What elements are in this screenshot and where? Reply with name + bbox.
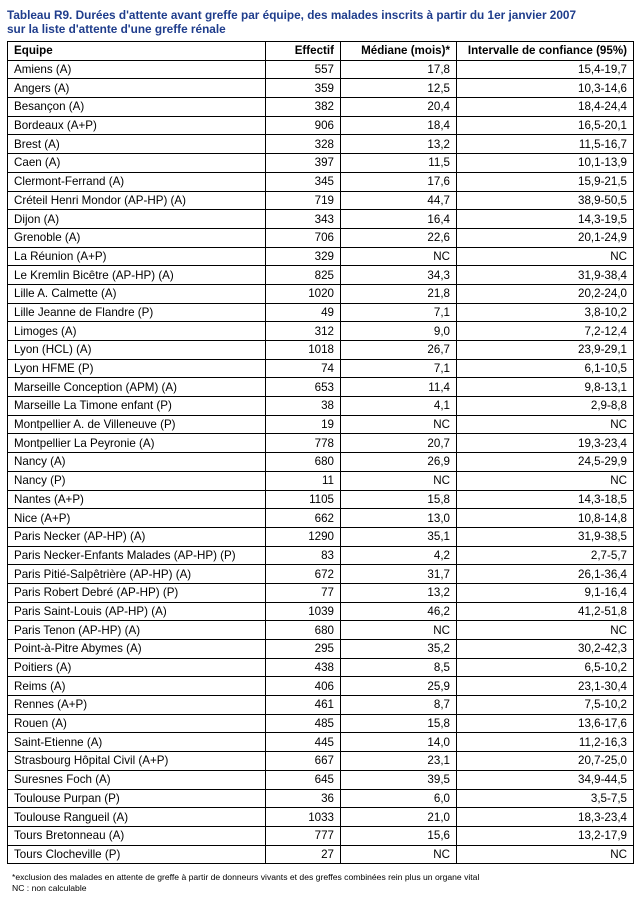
cell-mediane: NC <box>341 845 457 864</box>
cell-equipe: Montpellier La Peyronie (A) <box>8 434 266 453</box>
table-row <box>8 677 634 696</box>
cell-mediane: 31,7 <box>341 565 457 584</box>
table-row <box>8 154 634 173</box>
cell-mediane: 15,8 <box>341 490 457 509</box>
cell-equipe: Grenoble (A) <box>8 228 266 247</box>
cell-mediane: 18,4 <box>341 116 457 135</box>
cell-effectif: 906 <box>266 116 341 135</box>
cell-mediane: NC <box>341 247 457 266</box>
cell-equipe: Strasbourg Hôpital Civil (A+P) <box>8 752 266 771</box>
cell-mediane: 20,7 <box>341 434 457 453</box>
cell-effectif: 359 <box>266 79 341 98</box>
cell-equipe: Paris Pitié-Salpêtrière (AP-HP) (A) <box>8 565 266 584</box>
cell-effectif: 1033 <box>266 808 341 827</box>
table-row <box>8 546 634 565</box>
cell-equipe: Nancy (P) <box>8 471 266 490</box>
cell-equipe: Nice (A+P) <box>8 509 266 528</box>
table-row <box>8 621 634 640</box>
cell-intervalle: NC <box>457 247 634 266</box>
table-row <box>8 733 634 752</box>
cell-intervalle: 15,9-21,5 <box>457 172 634 191</box>
cell-mediane: 34,3 <box>341 266 457 285</box>
cell-mediane: 25,9 <box>341 677 457 696</box>
table-row <box>8 640 634 659</box>
cell-equipe: Paris Necker-Enfants Malades (AP-HP) (P) <box>8 546 266 565</box>
footnote-nc: NC : non calculable <box>12 882 87 893</box>
cell-intervalle: NC <box>457 415 634 434</box>
cell-intervalle: 9,1-16,4 <box>457 583 634 602</box>
cell-mediane: 12,5 <box>341 79 457 98</box>
table-row <box>8 341 634 360</box>
cell-equipe: Caen (A) <box>8 154 266 173</box>
cell-equipe: Paris Saint-Louis (AP-HP) (A) <box>8 602 266 621</box>
cell-intervalle: 11,5-16,7 <box>457 135 634 154</box>
cell-mediane: 16,4 <box>341 210 457 229</box>
cell-equipe: Rouen (A) <box>8 714 266 733</box>
cell-effectif: 74 <box>266 359 341 378</box>
cell-equipe: Rennes (A+P) <box>8 696 266 715</box>
cell-equipe: Paris Robert Debré (AP-HP) (P) <box>8 583 266 602</box>
table-row <box>8 228 634 247</box>
cell-effectif: 406 <box>266 677 341 696</box>
title-line-1: Tableau R9. Durées d'attente avant greffe par équipe, des malades inscrits à partir du 1er janvier 2007 <box>7 8 577 22</box>
cell-equipe: Toulouse Rangueil (A) <box>8 808 266 827</box>
cell-equipe: Limoges (A) <box>8 322 266 341</box>
cell-effectif: 777 <box>266 826 341 845</box>
cell-effectif: 19 <box>266 415 341 434</box>
cell-equipe: Besançon (A) <box>8 98 266 117</box>
cell-intervalle: 41,2-51,8 <box>457 602 634 621</box>
cell-mediane: 4,1 <box>341 397 457 416</box>
cell-intervalle: 20,7-25,0 <box>457 752 634 771</box>
cell-mediane: 14,0 <box>341 733 457 752</box>
cell-intervalle: 6,5-10,2 <box>457 658 634 677</box>
table-body <box>8 60 634 864</box>
table-row <box>8 453 634 472</box>
cell-mediane: NC <box>341 471 457 490</box>
header-row <box>8 42 634 61</box>
table-row <box>8 696 634 715</box>
cell-mediane: 15,8 <box>341 714 457 733</box>
cell-intervalle: 31,9-38,4 <box>457 266 634 285</box>
table-row <box>8 60 634 79</box>
cell-mediane: 17,6 <box>341 172 457 191</box>
footnotes <box>12 872 479 893</box>
cell-mediane: 6,0 <box>341 789 457 808</box>
cell-mediane: 21,0 <box>341 808 457 827</box>
table-row <box>8 808 634 827</box>
cell-mediane: NC <box>341 621 457 640</box>
cell-intervalle: 2,7-5,7 <box>457 546 634 565</box>
cell-mediane: 35,2 <box>341 640 457 659</box>
cell-mediane: 44,7 <box>341 191 457 210</box>
cell-equipe: Lyon (HCL) (A) <box>8 341 266 360</box>
table-row <box>8 98 634 117</box>
cell-intervalle: 13,6-17,6 <box>457 714 634 733</box>
cell-mediane: 46,2 <box>341 602 457 621</box>
cell-equipe: Nantes (A+P) <box>8 490 266 509</box>
cell-effectif: 719 <box>266 191 341 210</box>
cell-equipe: Marseille Conception (APM) (A) <box>8 378 266 397</box>
table-row <box>8 135 634 154</box>
cell-effectif: 328 <box>266 135 341 154</box>
cell-mediane: 13,2 <box>341 583 457 602</box>
cell-mediane: 7,1 <box>341 359 457 378</box>
cell-mediane: 22,6 <box>341 228 457 247</box>
cell-effectif: 83 <box>266 546 341 565</box>
cell-equipe: Créteil Henri Mondor (AP-HP) (A) <box>8 191 266 210</box>
cell-equipe: Tours Bretonneau (A) <box>8 826 266 845</box>
table-row <box>8 583 634 602</box>
cell-intervalle: 30,2-42,3 <box>457 640 634 659</box>
cell-intervalle: 3,5-7,5 <box>457 789 634 808</box>
cell-intervalle: 3,8-10,2 <box>457 303 634 322</box>
waiting-time-table <box>7 41 634 864</box>
cell-intervalle: 19,3-23,4 <box>457 434 634 453</box>
cell-intervalle: 31,9-38,5 <box>457 527 634 546</box>
cell-intervalle: 24,5-29,9 <box>457 453 634 472</box>
table-row <box>8 845 634 864</box>
table-row <box>8 322 634 341</box>
cell-intervalle: NC <box>457 621 634 640</box>
cell-intervalle: 10,1-13,9 <box>457 154 634 173</box>
table-title <box>7 8 632 36</box>
cell-mediane: 11,5 <box>341 154 457 173</box>
cell-intervalle: NC <box>457 471 634 490</box>
cell-effectif: 1018 <box>266 341 341 360</box>
table-row <box>8 434 634 453</box>
cell-effectif: 382 <box>266 98 341 117</box>
table-row <box>8 191 634 210</box>
cell-equipe: Marseille La Timone enfant (P) <box>8 397 266 416</box>
cell-equipe: Tours Clocheville (P) <box>8 845 266 864</box>
cell-effectif: 345 <box>266 172 341 191</box>
cell-effectif: 11 <box>266 471 341 490</box>
cell-equipe: Angers (A) <box>8 79 266 98</box>
cell-equipe: Saint-Etienne (A) <box>8 733 266 752</box>
cell-intervalle: 15,4-19,7 <box>457 60 634 79</box>
cell-equipe: Amiens (A) <box>8 60 266 79</box>
table-row <box>8 527 634 546</box>
cell-intervalle: 2,9-8,8 <box>457 397 634 416</box>
cell-effectif: 645 <box>266 770 341 789</box>
cell-effectif: 653 <box>266 378 341 397</box>
cell-effectif: 680 <box>266 621 341 640</box>
cell-equipe: Paris Necker (AP-HP) (A) <box>8 527 266 546</box>
cell-effectif: 672 <box>266 565 341 584</box>
cell-equipe: Lille A. Calmette (A) <box>8 284 266 303</box>
cell-effectif: 77 <box>266 583 341 602</box>
cell-effectif: 485 <box>266 714 341 733</box>
cell-effectif: 706 <box>266 228 341 247</box>
table-row <box>8 378 634 397</box>
cell-intervalle: 20,2-24,0 <box>457 284 634 303</box>
cell-intervalle: 26,1-36,4 <box>457 565 634 584</box>
table-row <box>8 284 634 303</box>
cell-intervalle: 18,4-24,4 <box>457 98 634 117</box>
column-header-intervalle: Intervalle de confiance (95%) <box>457 42 634 61</box>
table-row <box>8 789 634 808</box>
cell-effectif: 662 <box>266 509 341 528</box>
cell-mediane: 35,1 <box>341 527 457 546</box>
cell-effectif: 49 <box>266 303 341 322</box>
table-row <box>8 116 634 135</box>
cell-intervalle: 14,3-18,5 <box>457 490 634 509</box>
cell-effectif: 38 <box>266 397 341 416</box>
cell-intervalle: 23,1-30,4 <box>457 677 634 696</box>
cell-effectif: 778 <box>266 434 341 453</box>
cell-intervalle: 7,5-10,2 <box>457 696 634 715</box>
cell-intervalle: 14,3-19,5 <box>457 210 634 229</box>
cell-equipe: Toulouse Purpan (P) <box>8 789 266 808</box>
cell-effectif: 36 <box>266 789 341 808</box>
cell-effectif: 557 <box>266 60 341 79</box>
cell-equipe: Point-à-Pitre Abymes (A) <box>8 640 266 659</box>
cell-mediane: 26,9 <box>341 453 457 472</box>
cell-equipe: La Réunion (A+P) <box>8 247 266 266</box>
title-line-2: sur la liste d'attente d'une greffe rénale <box>7 22 226 36</box>
cell-mediane: 17,8 <box>341 60 457 79</box>
table-row <box>8 303 634 322</box>
column-header-equipe: Equipe <box>8 42 266 61</box>
cell-effectif: 1020 <box>266 284 341 303</box>
cell-mediane: 8,7 <box>341 696 457 715</box>
table-row <box>8 471 634 490</box>
table-row <box>8 714 634 733</box>
cell-mediane: 39,5 <box>341 770 457 789</box>
cell-effectif: 343 <box>266 210 341 229</box>
cell-equipe: Suresnes Foch (A) <box>8 770 266 789</box>
cell-equipe: Dijon (A) <box>8 210 266 229</box>
cell-mediane: 20,4 <box>341 98 457 117</box>
table-row <box>8 415 634 434</box>
table-row <box>8 770 634 789</box>
cell-equipe: Lyon HFME (P) <box>8 359 266 378</box>
cell-intervalle: 9,8-13,1 <box>457 378 634 397</box>
cell-intervalle: NC <box>457 845 634 864</box>
table-row <box>8 752 634 771</box>
cell-intervalle: 20,1-24,9 <box>457 228 634 247</box>
cell-equipe: Brest (A) <box>8 135 266 154</box>
cell-effectif: 312 <box>266 322 341 341</box>
cell-intervalle: 38,9-50,5 <box>457 191 634 210</box>
cell-effectif: 667 <box>266 752 341 771</box>
cell-effectif: 445 <box>266 733 341 752</box>
table-row <box>8 247 634 266</box>
cell-effectif: 295 <box>266 640 341 659</box>
cell-equipe: Le Kremlin Bicêtre (AP-HP) (A) <box>8 266 266 285</box>
cell-intervalle: 7,2-12,4 <box>457 322 634 341</box>
cell-intervalle: 13,2-17,9 <box>457 826 634 845</box>
cell-effectif: 825 <box>266 266 341 285</box>
table-row <box>8 602 634 621</box>
table-row <box>8 359 634 378</box>
cell-mediane: 11,4 <box>341 378 457 397</box>
cell-equipe: Clermont-Ferrand (A) <box>8 172 266 191</box>
cell-effectif: 1105 <box>266 490 341 509</box>
cell-mediane: 13,2 <box>341 135 457 154</box>
cell-equipe: Bordeaux (A+P) <box>8 116 266 135</box>
column-header-effectif: Effectif <box>266 42 341 61</box>
cell-intervalle: 16,5-20,1 <box>457 116 634 135</box>
cell-equipe: Montpellier A. de Villeneuve (P) <box>8 415 266 434</box>
cell-effectif: 329 <box>266 247 341 266</box>
cell-equipe: Poitiers (A) <box>8 658 266 677</box>
cell-mediane: 15,6 <box>341 826 457 845</box>
cell-intervalle: 10,3-14,6 <box>457 79 634 98</box>
cell-intervalle: 10,8-14,8 <box>457 509 634 528</box>
table-row <box>8 658 634 677</box>
table-row <box>8 210 634 229</box>
cell-effectif: 397 <box>266 154 341 173</box>
table-row <box>8 79 634 98</box>
cell-equipe: Lille Jeanne de Flandre (P) <box>8 303 266 322</box>
cell-mediane: 9,0 <box>341 322 457 341</box>
cell-mediane: NC <box>341 415 457 434</box>
cell-mediane: 13,0 <box>341 509 457 528</box>
cell-intervalle: 6,1-10,5 <box>457 359 634 378</box>
table-row <box>8 826 634 845</box>
table-row <box>8 397 634 416</box>
cell-mediane: 26,7 <box>341 341 457 360</box>
cell-effectif: 461 <box>266 696 341 715</box>
cell-equipe: Paris Tenon (AP-HP) (A) <box>8 621 266 640</box>
cell-intervalle: 11,2-16,3 <box>457 733 634 752</box>
cell-effectif: 438 <box>266 658 341 677</box>
cell-effectif: 1039 <box>266 602 341 621</box>
table-row <box>8 490 634 509</box>
cell-effectif: 1290 <box>266 527 341 546</box>
cell-effectif: 680 <box>266 453 341 472</box>
cell-effectif: 27 <box>266 845 341 864</box>
table-row <box>8 509 634 528</box>
footnote-exclusion: *exclusion des malades en attente de greffe à partir de donneurs vivants et des greffes combinées rein plus un organe vital <box>12 872 480 882</box>
cell-mediane: 7,1 <box>341 303 457 322</box>
cell-mediane: 23,1 <box>341 752 457 771</box>
table-row <box>8 172 634 191</box>
cell-intervalle: 34,9-44,5 <box>457 770 634 789</box>
cell-equipe: Reims (A) <box>8 677 266 696</box>
cell-mediane: 21,8 <box>341 284 457 303</box>
cell-intervalle: 23,9-29,1 <box>457 341 634 360</box>
cell-mediane: 8,5 <box>341 658 457 677</box>
cell-intervalle: 18,3-23,4 <box>457 808 634 827</box>
table-row <box>8 565 634 584</box>
cell-mediane: 4,2 <box>341 546 457 565</box>
table-row <box>8 266 634 285</box>
cell-equipe: Nancy (A) <box>8 453 266 472</box>
column-header-mediane: Médiane (mois)* <box>341 42 457 61</box>
